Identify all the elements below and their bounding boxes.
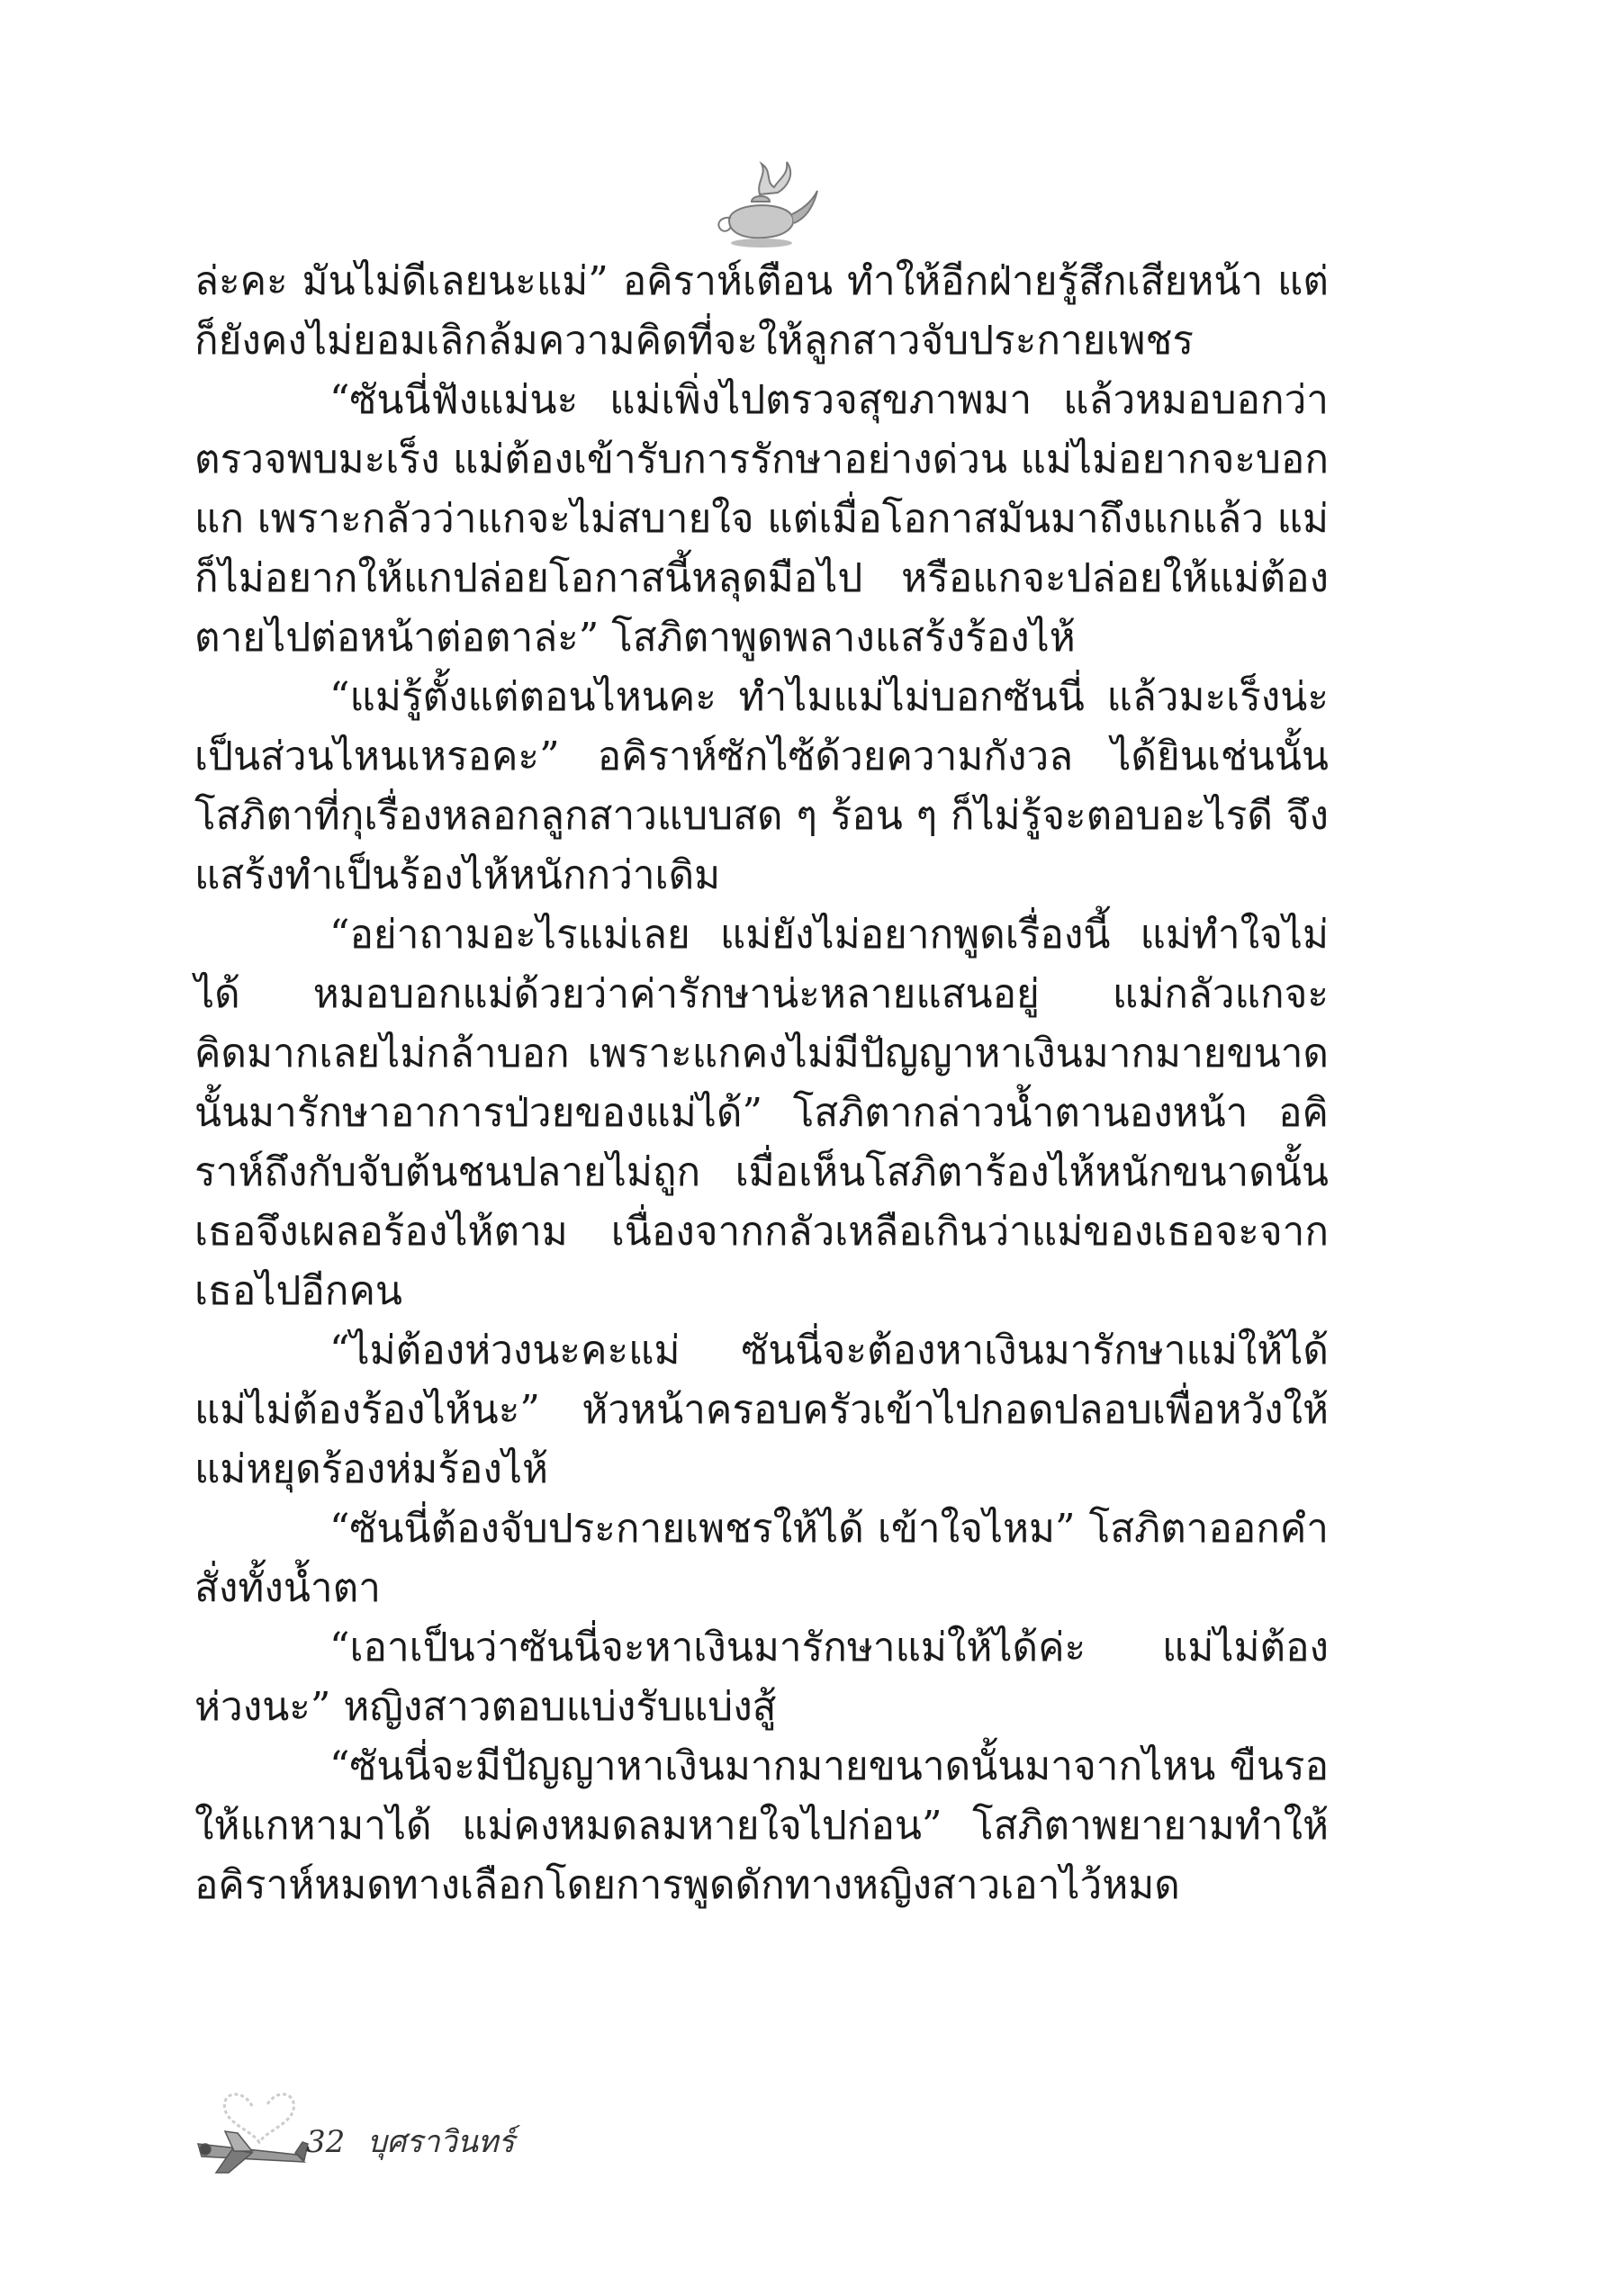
paragraph: “อย่าถามอะไรแม่เลย แม่ยังไม่อยากพูดเรื่องนี้ แม่ทำใจไม่ได้ หมอบอกแม่ด้วยว่าค่ารักษาน่ะหลายแสนอยู่ แม่กลัวแกจะคิดมากเลยไม่กล้าบอก เพราะแกคงไม่มีปัญญาหาเงินมากมายขนาดนั้นมารักษาอาการป่วยของแม่ได้” โสภิตากล่าวน้ำตานองหน้า อคิราห์ถึงกับจับต้นชนปลายไม่ถูก เมื่อเห็นโสภิตาร้องไห้หนักขนาดนั้น เธอจึงเผลอร้องไห้ตาม เนื่องจากกลัวเหลือเกินว่าแม่ของเธอจะจากเธอไปอีกคน	[194, 912, 1329, 1314]
teapot-ornament-icon	[702, 135, 828, 261]
page-footer	[189, 2079, 639, 2178]
author-name: บุศราวินทร์	[367, 2124, 515, 2160]
paragraph: “ซันนี่ฟังแม่นะ แม่เพิ่งไปตรวจสุขภาพมา แล้วหมอบอกว่าตรวจพบมะเร็ง แม่ต้องเข้ารับการรักษาอย่างด่วน แม่ไม่อยากจะบอกแก เพราะกลัวว่าแกจะไม่สบายใจ แต่เมื่อโอกาสมันมาถึงแกแล้ว แม่ก็ไม่อยากให้แกปล่อยโอกาสนี้หลุดมือไป หรือแกจะปล่อยให้แม่ต้องตายไปต่อหน้าต่อตาล่ะ” โสภิตาพูดพลางแสร้งร้องไห้	[194, 377, 1329, 661]
page-body	[194, 252, 1329, 1915]
paragraph: “ซันนี่จะมีปัญญาหาเงินมากมายขนาดนั้นมาจากไหน ขืนรอให้แกหามาได้ แม่คงหมดลมหายใจไปก่อน” โสภิตาพยายามทำให้อคิราห์หมดทางเลือกโดยการพูดดักทางหญิงสาวเอาไว้หมด	[194, 1743, 1329, 1908]
page-number: 32	[306, 2124, 346, 2160]
paragraph: “แม่รู้ตั้งแต่ตอนไหนคะ ทำไมแม่ไม่บอกซันนี่ แล้วมะเร็งน่ะเป็นส่วนไหนเหรอคะ” อคิราห์ซักไซ้ด้วยความกังวล ได้ยินเช่นนั้น โสภิตาที่กุเรื่องหลอกลูกสาวแบบสด ๆ ร้อน ๆ ก็ไม่รู้จะตอบอะไรดี จึงแสร้งทำเป็นร้องไห้หนักกว่าเดิม	[194, 674, 1329, 898]
paragraph: “ซันนี่ต้องจับประกายเพชรให้ได้ เข้าใจไหม” โสภิตาออกคำสั่งทั้งน้ำตา	[194, 1506, 1329, 1611]
footer-text	[306, 2117, 527, 2165]
paragraph: ล่ะคะ มันไม่ดีเลยนะแม่” อคิราห์เตือน ทำให้อีกฝ่ายรู้สึกเสียหน้า แต่ก็ยังคงไม่ยอมเลิกล้มความคิดที่จะให้ลูกสาวจับประกายเพชร	[194, 258, 1329, 364]
paragraph: “ไม่ต้องห่วงนะคะแม่ ซันนี่จะต้องหาเงินมารักษาแม่ให้ได้ แม่ไม่ต้องร้องไห้นะ” หัวหน้าครอบครัวเข้าไปกอดปลอบเพื่อหวังให้แม่หยุดร้องห่มร้องไห้	[194, 1328, 1329, 1492]
paragraph: “เอาเป็นว่าซันนี่จะหาเงินมารักษาแม่ให้ได้ค่ะ แม่ไม่ต้องห่วงนะ” หญิงสาวตอบแบ่งรับแบ่งสู้	[194, 1625, 1329, 1730]
